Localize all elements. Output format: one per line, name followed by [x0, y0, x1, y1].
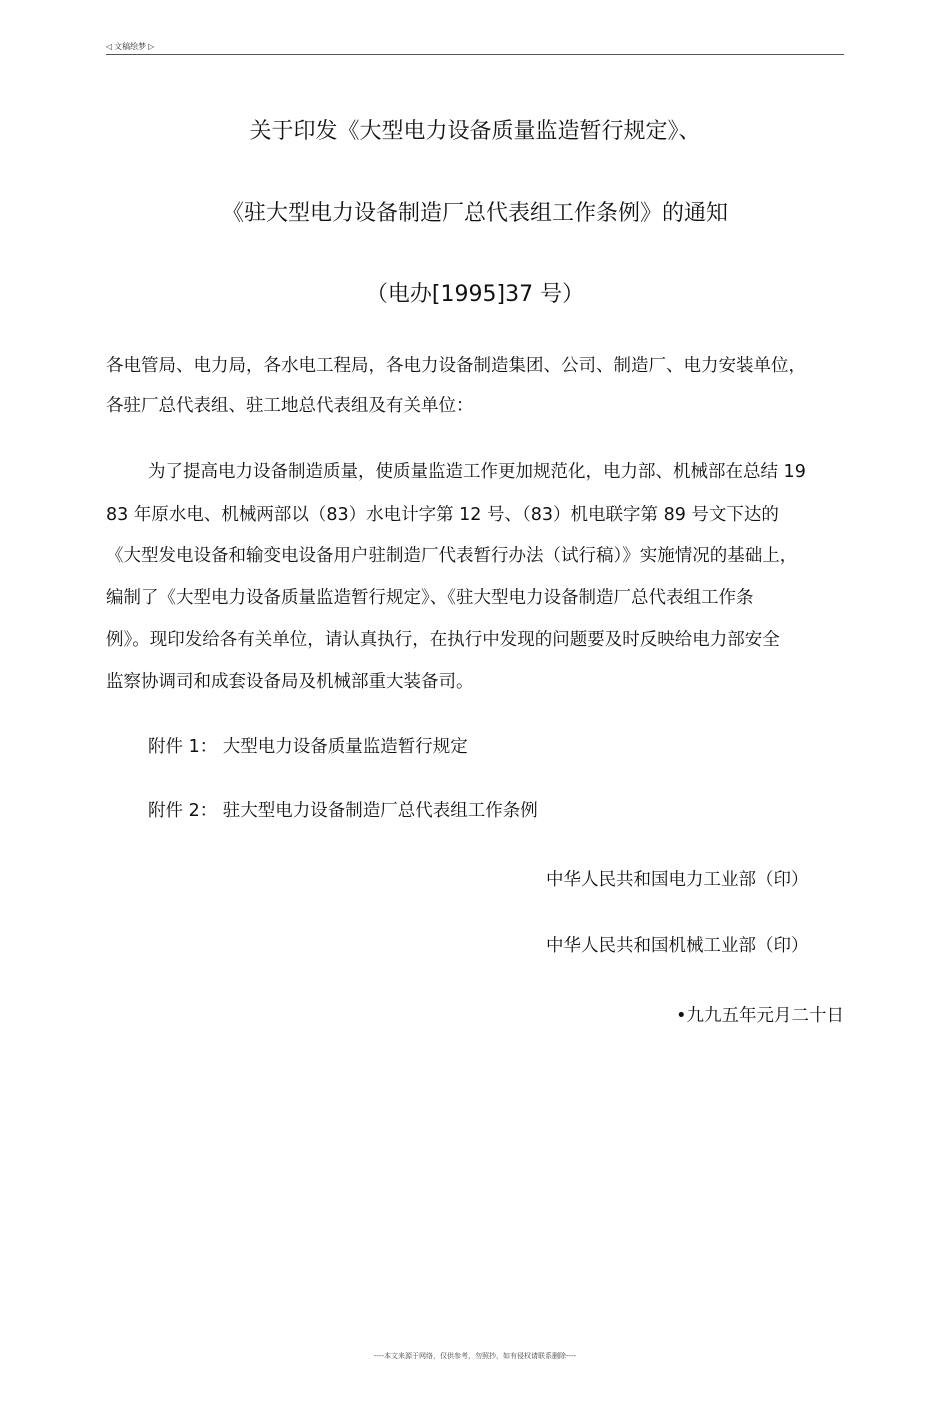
header-divider	[106, 54, 844, 55]
recipients-line-1: 各电管局、电力局，各水电工程局，各电力设备制造集团、公司、制造厂、电力安装单位，	[106, 356, 806, 376]
triangle-right-icon: ▷	[148, 42, 155, 51]
signature-org-2: 中华人民共和国机械工业部（印）	[546, 936, 809, 956]
document-title-line-2: 《驻大型电力设备制造厂总代表组工作条例》的通知	[221, 201, 728, 226]
header-text: 文稿绘梦	[114, 42, 147, 51]
body-line: 监察协调司和成套设备局及机械部重大装备司。	[106, 672, 474, 692]
attachment-2: 附件 2： 驻大型电力设备制造厂总代表组工作条例	[148, 801, 538, 821]
page-footer: ----本文来源于网络，仅供参考，勿照抄，如有侵权请联系删除----	[373, 1352, 577, 1360]
body-line: 83 年原水电、机械两部以（83）水电计字第 12 号、（83）机电联字第 89 号文下达的	[106, 505, 779, 525]
attachment-1: 附件 1： 大型电力设备质量监造暂行规定	[148, 737, 468, 757]
body-line: 为了提高电力设备制造质量，使质量监造工作更加规范化，电力部、机械部在总结 19	[148, 462, 806, 482]
body-line: 例》。现印发给各有关单位，请认真执行，在执行中发现的问题要及时反映给电力部安全	[106, 630, 780, 650]
recipients-line-2: 各驻厂总代表组、驻工地总代表组及有关单位：	[106, 396, 474, 416]
body-line: 《大型发电设备和输变电设备用户驻制造厂代表暂行办法（试行稿）》实施情况的基础上，	[106, 546, 798, 566]
document-number: （电办[1995]37 号）	[365, 282, 585, 307]
page-header	[106, 41, 844, 53]
document-title-line-1: 关于印发《大型电力设备质量监造暂行规定》、	[249, 119, 701, 144]
triangle-left-icon: ◁	[106, 42, 113, 51]
signature-org-1: 中华人民共和国电力工业部（印）	[546, 870, 809, 890]
signature-date: •九九五年元月二十日	[676, 1006, 844, 1026]
body-line: 编制了《大型电力设备质量监造暂行规定》、《驻大型电力设备制造厂总代表组工作条	[106, 588, 754, 608]
